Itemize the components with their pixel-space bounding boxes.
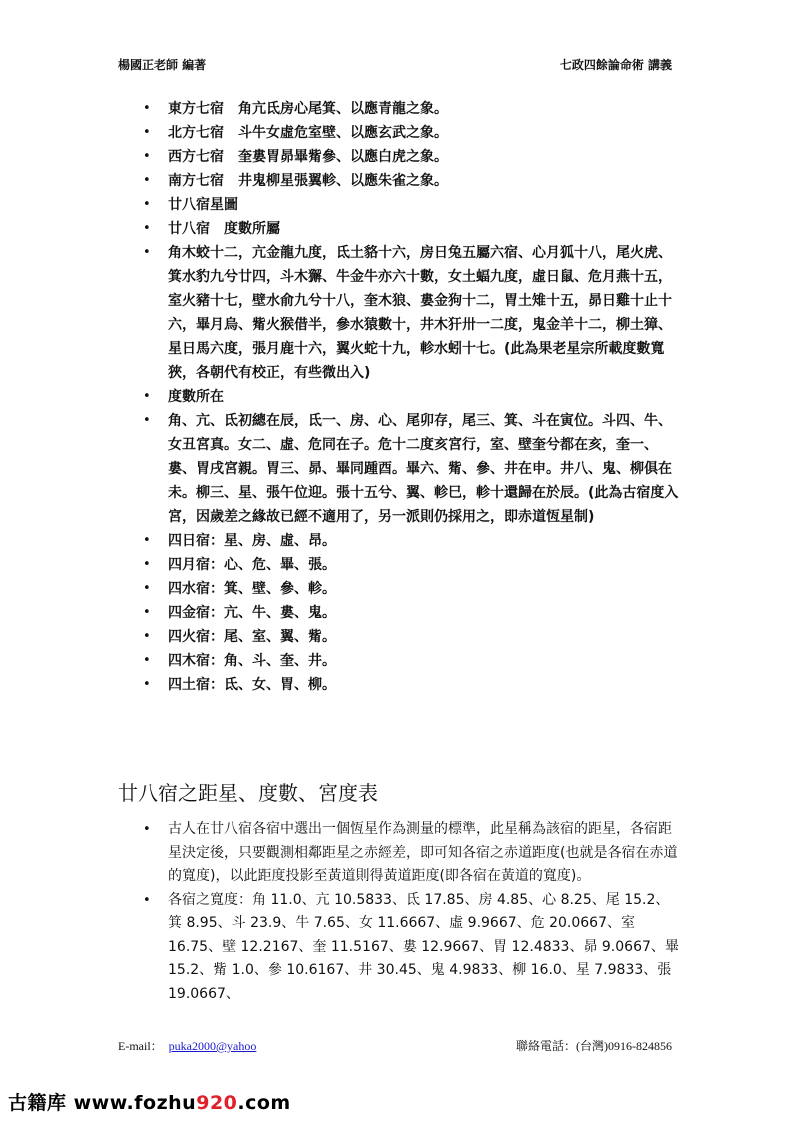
bullet-icon: • bbox=[143, 892, 151, 908]
header-author: 楊國正老師 編著 bbox=[118, 58, 207, 72]
list-item bbox=[140, 409, 680, 529]
bullet-icon: • bbox=[143, 677, 151, 692]
list-item bbox=[140, 625, 680, 649]
watermark bbox=[8, 1088, 291, 1115]
list-item-text: 四水宿：箕、壁、參、軫。 bbox=[168, 581, 336, 597]
list-item-text: 四土宿：氐、女、胃、柳。 bbox=[168, 677, 336, 693]
list-item-text: 北方七宿 斗牛女虛危室壁、以應玄武之象。 bbox=[168, 125, 448, 141]
email-link[interactable]: puka2000@yahoo bbox=[168, 1039, 257, 1053]
bullet-icon: • bbox=[143, 125, 151, 140]
list-item-text: 南方七宿 井鬼柳星張翼軫、以應朱雀之象。 bbox=[168, 173, 448, 189]
list-item bbox=[140, 385, 680, 409]
list-item bbox=[140, 818, 680, 889]
list-item-text: 古人在廿八宿各宿中選出一個恆星作為測量的標準，此星稱為該宿的距星，各宿距星決定後，只要觀測相鄰距星之赤經差，即可知各宿之赤道距度(也就是各宿在赤道的寬度)，以此距度投影至黃道則得黃道距度(即各宿在黃道的寬度)。 bbox=[168, 821, 678, 884]
list-item bbox=[140, 97, 680, 121]
bullet-icon: • bbox=[143, 822, 151, 837]
bullet-icon: • bbox=[143, 101, 151, 116]
list-item-text: 東方七宿 角亢氐房心尾箕、以應青龍之象。 bbox=[168, 101, 448, 117]
bullet-icon: • bbox=[143, 581, 151, 596]
watermark-prefix: 古籍库 www.fozhu bbox=[8, 1092, 197, 1114]
footer-phone: 聯絡電話：(台灣)0916-824856 bbox=[516, 1039, 672, 1053]
bullet-icon: • bbox=[143, 245, 151, 260]
distance-star-list bbox=[140, 818, 680, 1006]
bullet-icon: • bbox=[143, 149, 151, 164]
bullet-icon: • bbox=[143, 197, 151, 212]
watermark-suffix: .com bbox=[237, 1092, 291, 1114]
bullet-icon: • bbox=[143, 629, 151, 644]
list-item bbox=[140, 601, 680, 625]
bullet-icon: • bbox=[143, 221, 151, 236]
page-header bbox=[118, 56, 672, 73]
list-item-text: 四月宿：心、危、畢、張。 bbox=[168, 557, 336, 573]
list-item-text: 度數所在 bbox=[168, 389, 224, 405]
list-item-text: 各宿之寬度：角 11.0、亢 10.5833、氐 17.85、房 4.85、心 8.25、尾 15.2、箕 8.95、斗 23.9、牛 7.65、女 11.6667、虛 9.9667、危 20.0667、室 16.75、壁 12.2167、奎 11.5167、婁 12.9667、胃 12.4833、昴 9.0667、畢 15.2、觜 1.0、參 10.6167、井 30.45、鬼 4.9833、柳 16.0、星 7.9833、張 19.0667、 bbox=[168, 891, 679, 1002]
header-course-title: 七政四餘論命術 講義 bbox=[559, 58, 672, 72]
list-item bbox=[140, 529, 680, 553]
bullet-icon: • bbox=[143, 389, 151, 404]
list-item bbox=[140, 121, 680, 145]
list-item-text: 四火宿：尾、室、翼、觜。 bbox=[168, 629, 336, 645]
section-heading: 廿八宿之距星、度數、宮度表 bbox=[118, 781, 378, 805]
bullet-icon: • bbox=[143, 413, 151, 428]
bullet-icon: • bbox=[143, 533, 151, 548]
list-item-text: 角、亢、氐初總在辰，氐一、房、心、尾卯存，尾三、箕、斗在寅位。斗四、牛、女丑宮真。女二、虛、危同在子。危十二度亥宮行，室、壁奎兮都在亥，奎一、婁、胃戌宮親。胃三、昴、畢同踵酉。畢六、觜、參、井在申。井八、鬼、柳俱在未。柳三、星、張午位迎。張十五兮、翼、軫巳，軫十還歸在於辰。(此為古宿度入宮，因歲差之緣故已經不適用了，另一派則仍採用之，即赤道恆星制) bbox=[168, 413, 679, 525]
list-item bbox=[140, 673, 680, 697]
list-item bbox=[140, 217, 680, 241]
list-item bbox=[140, 241, 680, 385]
list-item-text: 四金宿：亢、牛、婁、鬼。 bbox=[168, 605, 336, 621]
list-item-text: 四木宿：角、斗、奎、井。 bbox=[168, 653, 336, 669]
list-item-text: 四日宿：星、房、虛、昂。 bbox=[168, 533, 336, 549]
list-item bbox=[140, 169, 680, 193]
list-item-text: 西方七宿 奎婁胃昴畢觜參、以應白虎之象。 bbox=[168, 149, 448, 165]
footer-email bbox=[118, 1037, 316, 1054]
watermark-digits: 920 bbox=[196, 1092, 238, 1114]
bullet-icon: • bbox=[143, 557, 151, 572]
constellation-list bbox=[140, 97, 680, 697]
list-item-text: 角木蛟十二，亢金龍九度，氐土貉十六，房日兔五屬六宿、心月狐十八，尾火虎、箕水豹九兮廿四，斗木獬、牛金牛亦六十數，女土蝠九度，虛日鼠、危月燕十五，室火豬十七，壁水俞九兮十八，奎木狼、婁金狗十二，胃土雉十五，昴日雞十止十六，畢月烏、觜火猴借半，參水猿數十，井木犴卅一二度，鬼金羊十二，柳土獐、星日馬六度，張月鹿十六，翼火蛇十九，軫水蚓十七。(此為果老星宗所載度數寬狹，各朝代有校正，有些微出入) bbox=[168, 245, 672, 381]
bullet-icon: • bbox=[143, 605, 151, 620]
list-item-text: 廿八宿星圖 bbox=[168, 197, 238, 213]
bullet-icon: • bbox=[143, 653, 151, 668]
list-item bbox=[140, 193, 680, 217]
list-item bbox=[140, 553, 680, 577]
list-item bbox=[140, 577, 680, 601]
bullet-icon: • bbox=[143, 173, 151, 188]
list-item bbox=[140, 145, 680, 169]
page-footer bbox=[118, 1037, 672, 1054]
list-item bbox=[140, 649, 680, 673]
list-item-text: 廿八宿 度數所屬 bbox=[168, 221, 280, 237]
email-label: E-mail： bbox=[118, 1039, 163, 1053]
list-item bbox=[140, 889, 680, 1007]
